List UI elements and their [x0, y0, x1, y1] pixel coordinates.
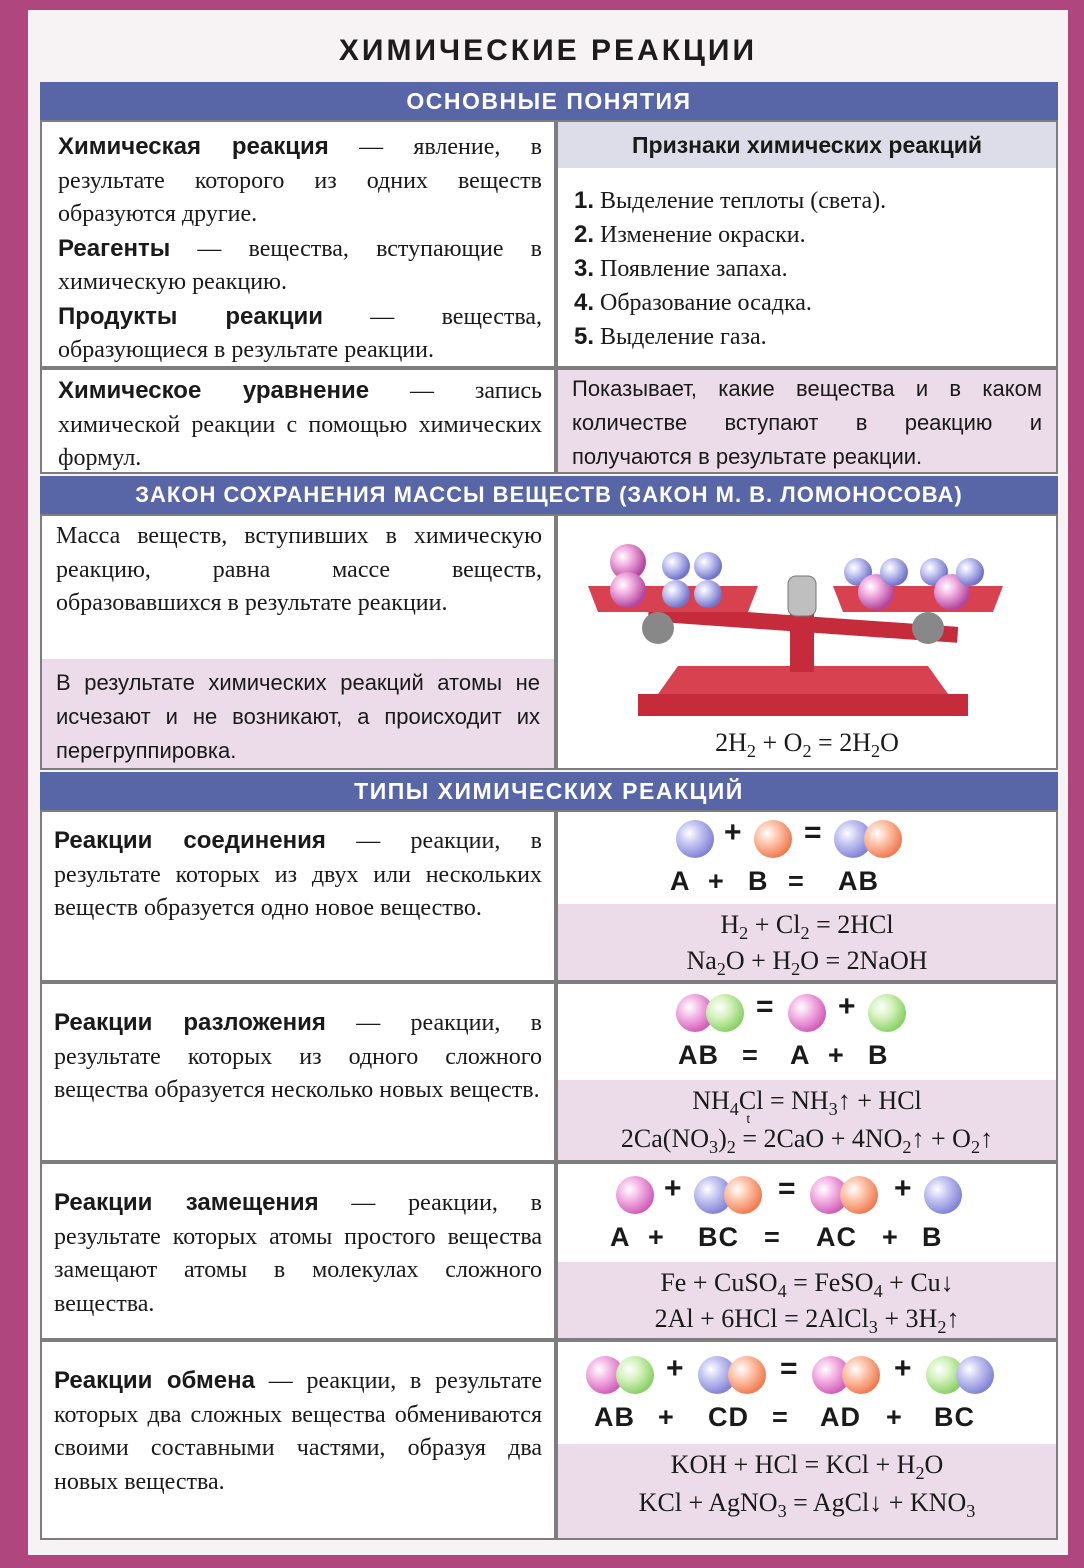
scheme-label: B [868, 1040, 889, 1070]
reaction-def: — явление, в результате которого из одних веществ образуются другие. [58, 134, 542, 227]
atom-a-icon [676, 820, 714, 858]
decomposition-definition: Реакции разложения — реакции, в результате которых из одного сложного вещества образуется несколько новых веществ. [54, 1009, 542, 1103]
atom-a-icon [616, 1176, 654, 1214]
scheme-label: = [788, 866, 805, 896]
section-law-header: ЗАКОН СОХРАНЕНИЯ МАССЫ ВЕЩЕСТВ (ЗАКОН М. В. ЛОМОНОСОВА) [40, 476, 1058, 514]
scheme-label: A [610, 1222, 631, 1252]
water-equation: $2H_2 + O_2 = 2H_2O$ [715, 728, 899, 762]
plus-sign: + [664, 1172, 682, 1205]
signs-list [574, 184, 886, 354]
scheme-label: + [886, 1402, 903, 1432]
law-text-cell [40, 514, 556, 770]
products-def: — вещества, образующиеся в результате реакции. [58, 303, 542, 363]
definitions-cell [40, 120, 556, 368]
decomposition-cell [40, 982, 556, 1162]
reagents-term: Реагенты [58, 234, 171, 262]
scheme-label: AD [820, 1402, 861, 1432]
scheme-label: A [790, 1040, 811, 1070]
sign-item: 2. Изменение окраски. [574, 221, 806, 248]
equation-definition: Химическое уравнение — запись химической реакции с помощью химических формул. [58, 377, 542, 471]
sign-item: 5. Выделение газа. [574, 323, 767, 350]
scheme-label: CD [708, 1402, 749, 1432]
equation-meaning: Показывает, какие вещества и в каком количестве вступают в реакцию и получаются в результате реакции. [572, 376, 1042, 469]
exchange-example-1: KOH + HCl = KCl + $H_2O$ [670, 1450, 944, 1484]
combination-example-2: $Na_2O + H_2O$ = 2NaOH [686, 946, 928, 980]
sign-item: 4. Образование осадка. [574, 289, 812, 316]
scheme-label: + [828, 1040, 845, 1070]
scheme-label: = [764, 1222, 781, 1252]
atom-d-icon [728, 1356, 766, 1394]
scheme-label: AB [594, 1402, 635, 1432]
scales-illustration-cell [556, 514, 1058, 770]
atom-b-icon [754, 820, 792, 858]
scheme-label: AB [838, 866, 879, 896]
atom-b-icon [924, 1176, 962, 1214]
atom-b-icon [616, 1356, 654, 1394]
substitution-scheme-cell [556, 1162, 1058, 1340]
plus-sign: + [894, 1172, 912, 1205]
substitution-example-2: 2Al + 6HCl = 2AlCl$_3$ + $3H_2↑$ [654, 1304, 960, 1338]
equals-sign: = [780, 1352, 798, 1385]
atom-d-icon [842, 1356, 880, 1394]
balance-scale-icon [558, 516, 1056, 716]
plus-sign: + [724, 816, 742, 849]
decomposition-example-1: $NH_4Cl$ = $NH_3↑$ + HCl [692, 1086, 922, 1120]
equation-definition-cell [40, 368, 556, 474]
products-term: Продукты реакции [58, 302, 323, 330]
exchange-definition: Реакции обмена — реакции, в результате которых два сложных вещества обмениваются своими составными частями, образуя два новых вещества. [54, 1367, 542, 1495]
substitution-definition: Реакции замещения — реакции, в результате которых атомы простого вещества замещают атомы в молекулах сложного вещества. [54, 1189, 542, 1317]
atom-a-icon [788, 994, 826, 1032]
atom-b-icon [864, 820, 902, 858]
scheme-label: + [648, 1222, 665, 1252]
reaction-term: Химическая реакция [58, 133, 329, 160]
equals-sign: = [778, 1172, 796, 1205]
plus-sign: + [838, 990, 856, 1023]
section-basics-header: ОСНОВНЫЕ ПОНЯТИЯ [40, 82, 1058, 120]
plus-sign: + [666, 1352, 684, 1385]
scheme-label: + [708, 866, 725, 896]
equals-sign: = [756, 990, 774, 1023]
atom-c-icon [724, 1176, 762, 1214]
combination-definition: Реакции соединения — реакции, в результате которых из двух или нескольких веществ образуется одно новое вещество. [54, 827, 542, 921]
law-statement: Масса веществ, вступивших в химическую реакцию, равна массе веществ, образовавшихся в результате реакции. [56, 523, 542, 616]
scheme-label: B [922, 1222, 943, 1252]
law-note: В результате химических реакций атомы не исчезают и не возникают, а происходит их перегруппировка. [56, 670, 540, 763]
definitions-text [58, 130, 542, 368]
substitution-cell [40, 1162, 556, 1340]
exchange-example-2: KCl + AgNO$_3$ = AgCl↓ + $KNO_3$ [638, 1488, 976, 1522]
scheme-label: BC [698, 1222, 739, 1252]
sign-item: 3. Появление запаха. [574, 255, 788, 282]
sign-item: 1. Выделение теплоты (света). [574, 187, 887, 214]
poster-sheet [28, 10, 1068, 1555]
atom-b-icon [706, 994, 744, 1032]
equals-sign: = [804, 816, 822, 849]
exchange-cell [40, 1340, 556, 1540]
combination-cell [40, 810, 556, 982]
scheme-label: A [670, 866, 691, 896]
reagents-def: — вещества, вступающие в химическую реакцию. [58, 235, 542, 295]
section-types-header: ТИПЫ ХИМИЧЕСКИХ РЕАКЦИЙ [40, 772, 1058, 810]
atom-c-icon [956, 1356, 994, 1394]
scheme-label: AB [678, 1040, 719, 1070]
scheme-label: = [742, 1040, 759, 1070]
scheme-label: + [882, 1222, 899, 1252]
combination-scheme-cell [556, 810, 1058, 982]
decomposition-scheme-cell [556, 982, 1058, 1162]
scheme-label: = [772, 1402, 789, 1432]
combination-example-1: $H_2 + Cl_2 = 2HCl$ [720, 910, 894, 944]
scheme-label: + [658, 1402, 675, 1432]
page-title: ХИМИЧЕСКИЕ РЕАКЦИИ [338, 34, 758, 67]
exchange-scheme-cell [556, 1340, 1058, 1540]
atom-c-icon [840, 1176, 878, 1214]
signs-heading: Признаки химических реакций [632, 132, 982, 158]
scheme-label: B [748, 866, 769, 896]
decomposition-example-2: $2Ca(NO_3)_2$ t = $2CaO + 4NO_2↑$ + $O_2↑$ [620, 1112, 994, 1158]
atom-b-icon [868, 994, 906, 1032]
signs-cell [556, 120, 1058, 368]
scheme-label: AC [816, 1222, 857, 1252]
equation-term: Химическое уравнение [58, 377, 370, 404]
substitution-example-1: Fe + CuSO$_4$ = FeSO$_4$ + Cu↓ [660, 1268, 954, 1302]
plus-sign: + [894, 1352, 912, 1385]
equation-meaning-cell [556, 368, 1058, 474]
scheme-label: BC [934, 1402, 975, 1432]
